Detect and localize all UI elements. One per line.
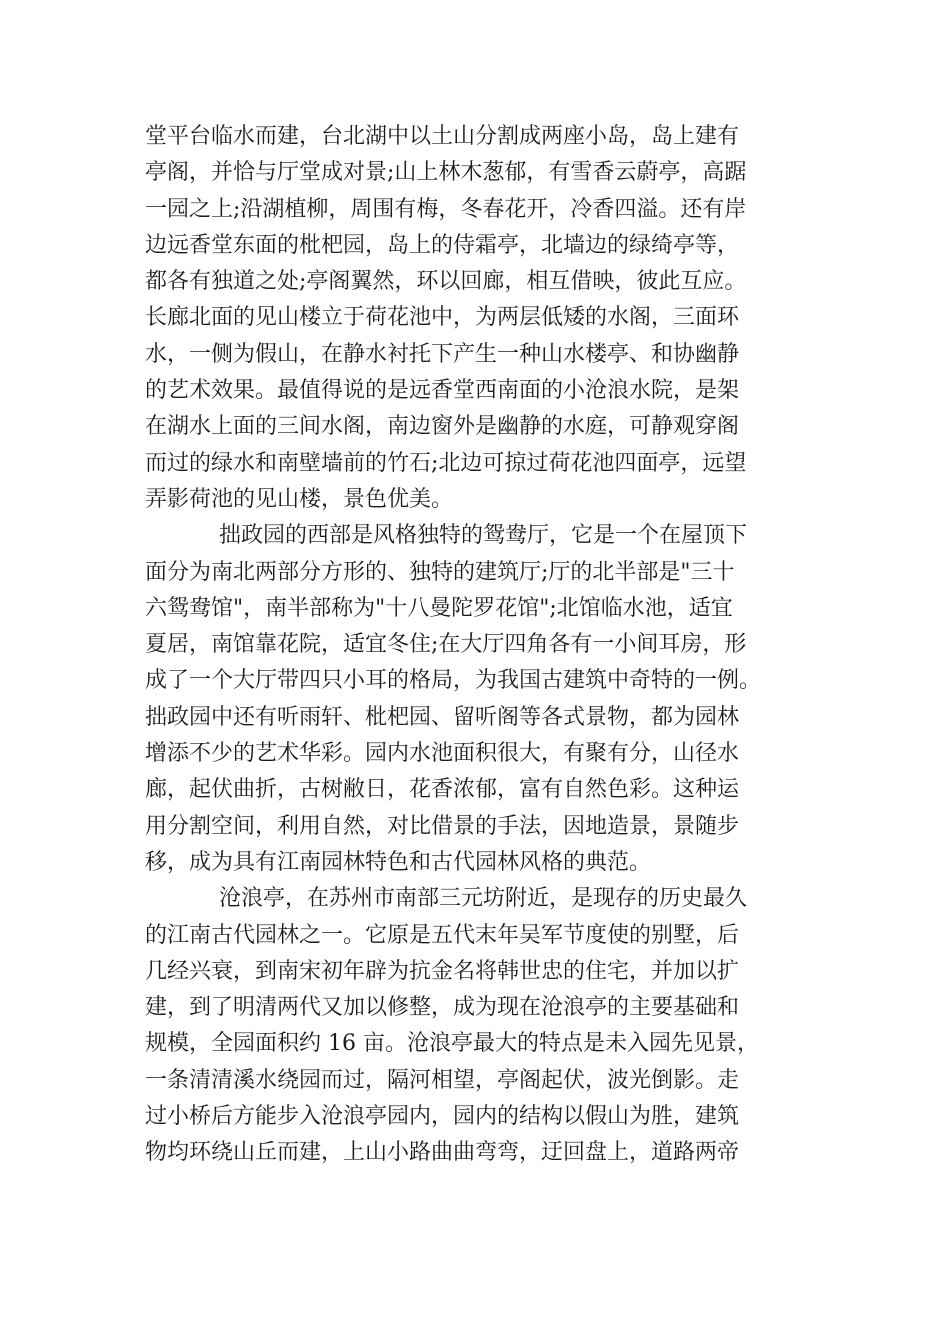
text-line: 规模，全园面积约 16 亩。沧浪亭最大的特点是未入园先见景， <box>145 1031 759 1057</box>
text-line: 边远香堂东面的枇杷园，岛上的侍霜亭，北墙边的绿绮亭等， <box>145 232 740 258</box>
text-line: 水，一侧为假山，在静水衬托下产生一种山水楼亭、和协幽静 <box>145 341 740 367</box>
text-line: 的江南古代园林之一。它原是五代末年吴军节度使的别墅，后 <box>145 922 740 948</box>
body-text <box>145 119 805 1172</box>
text-line: 过小桥后方能步入沧浪亭园内，园内的结构以假山为胜，建筑 <box>145 1104 740 1130</box>
text-line: 增添不少的艺术华彩。园内水池面积很大，有聚有分，山径水 <box>145 741 740 767</box>
text-line: 长廊北面的见山楼立于荷花池中，为两层低矮的水阁，三面环 <box>145 305 740 331</box>
text-line: 夏居，南馆靠花院，适宜冬住;在大厅四角各有一小间耳房，形 <box>145 632 747 658</box>
text-line: 都各有独道之处;亭阁翼然，环以回廊，相互借映，彼此互应。 <box>145 269 747 295</box>
text-line: 在湖水上面的三间水阁，南边窗外是幽静的水庭，可静观穿阁 <box>145 414 740 440</box>
text-line: 一条清清溪水绕园而过，隔河相望，亭阁起伏，波光倒影。走 <box>145 1067 740 1093</box>
text-line: 成了一个大厅带四只小耳的格局，为我国古建筑中奇特的一例。 <box>145 668 762 694</box>
text-line: 拙政园中还有听雨轩、枇杷园、留听阁等各式景物，都为园林 <box>145 704 740 730</box>
text-line: 而过的绿水和南壁墙前的竹石;北边可掠过荷花池四面亭，远望 <box>145 450 747 476</box>
paragraph-first-line: 沧浪亭，在苏州市南部三元坊附近，是现存的历史最久 <box>219 886 748 912</box>
text-line: 用分割空间，利用自然，对比借景的手法，因地造景，景随步 <box>145 813 740 839</box>
text-line: 建，到了明清两代又加以修整，成为现在沧浪亭的主要基础和 <box>145 995 740 1021</box>
text-line: 堂平台临水而建，台北湖中以土山分割成两座小岛，岛上建有 <box>145 124 740 149</box>
text-line: 一园之上;沿湖植柳，周围有梅，冬春花开，冷香四溢。还有岸 <box>145 196 747 222</box>
text-line: 弄影荷池的见山楼，景色优美。 <box>145 486 454 512</box>
text-line: 移，成为具有江南园林特色和古代园林风格的典范。 <box>145 849 652 875</box>
text-line: 六鸳鸯馆"，南半部称为"十八曼陀罗花馆";北馆临水池，适宜 <box>145 595 733 621</box>
text-line: 亭阁，并恰与厅堂成对景;山上林木葱郁，有雪香云蔚亭，高踞 <box>145 160 747 186</box>
text-line: 的艺术效果。最值得说的是远香堂西南面的小沧浪水院，是架 <box>145 378 740 404</box>
text-line: 物均环绕山丘而建，上山小路曲曲弯弯，迂回盘上，道路两帝 <box>145 1140 740 1166</box>
paragraph-first-line: 拙政园的西部是风格独特的鸳鸯厅，它是一个在屋顶下 <box>219 523 748 549</box>
text-line: 廊，起伏曲折，古树敝日，花香浓郁，富有自然色彩。这种运 <box>145 777 740 803</box>
text-line: 面分为南北两部分方形的、独特的建筑厅;厅的北半部是"三十 <box>145 559 735 585</box>
text-line: 几经兴衰，到南宋初年辟为抗金名将韩世忠的住宅，并加以扩 <box>145 958 740 984</box>
